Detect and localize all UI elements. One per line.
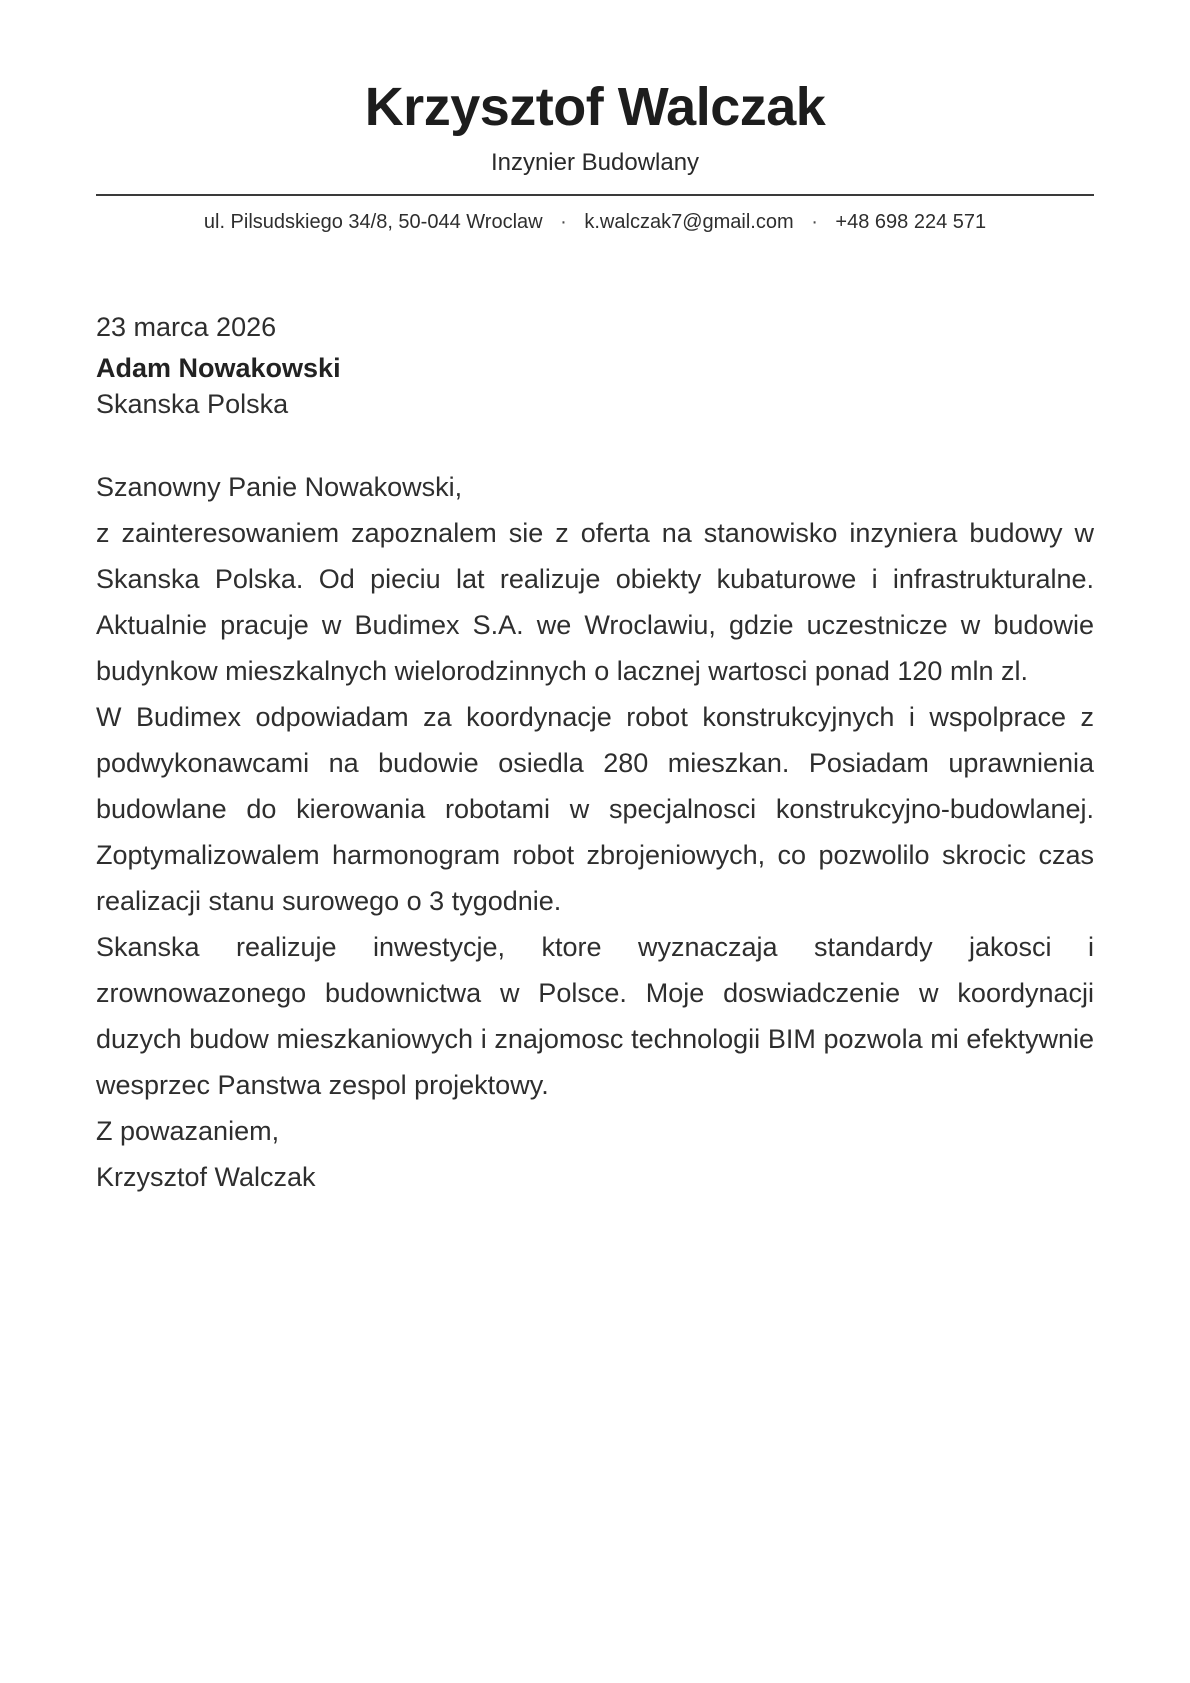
letter-header bbox=[96, 76, 1094, 236]
applicant-job-title: Inzynier Budowlany bbox=[490, 149, 700, 177]
signature-name: Krzysztof Walczak bbox=[96, 1162, 316, 1193]
recipient-company: Skanska Polska bbox=[96, 389, 289, 420]
body-paragraph-1: z zainteresowaniem zapoznalem sie z oferta na stanowisko inzyniera budowy w Skanska Polska. Od pieciu lat realizuje obiekty kubaturowe i infrastrukturalne. Aktualnie pracuje w Budimex S.A. we Wroclawiu, gdzie uczestnicze w budowie budynkow mieszkalnych wielorodzinnych o lacznej wartosci ponad 120 mln zl. bbox=[96, 518, 1094, 687]
contact-email: k.walczak7@gmail.com bbox=[584, 211, 794, 234]
body-paragraph-3: Skanska realizuje inwestycje, ktore wyznaczaja standardy jakosci i zrownowazonego budownictwa w Polsce. Moje doswiadczenie w koordynacji duzych budow mieszkaniowych i znajomosc technologii BIM pozwola mi efektywnie wesprzec Panstwa zespol projektowy. bbox=[96, 932, 1094, 1101]
letter-body bbox=[96, 304, 1094, 1200]
contact-phone: +48 698 224 571 bbox=[835, 211, 987, 234]
recipient-block bbox=[96, 350, 1094, 422]
contact-separator-dot-icon: · bbox=[560, 211, 567, 234]
contact-separator-dot-icon: · bbox=[811, 211, 818, 234]
contact-line bbox=[96, 208, 1094, 236]
header-divider bbox=[96, 194, 1094, 196]
letter-date: 23 marca 2026 bbox=[96, 312, 277, 343]
contact-address: ul. Pilsudskiego 34/8, 50-044 Wroclaw bbox=[203, 211, 543, 234]
body-paragraph-2: W Budimex odpowiadam za koordynacje robot konstrukcyjnych i wspolprace z podwykonawcami na budowie osiedla 280 mieszkan. Posiadam uprawnienia budowlane do kierowania robotami w specjalnosci konstrukcyjno-budowlanej. Zoptymalizowalem harmonogram robot zbrojeniowych, co pozwolilo skrocic czas realizacji stanu surowego o 3 tygodnie. bbox=[96, 702, 1094, 917]
closing-phrase: Z powazaniem, bbox=[96, 1116, 280, 1147]
applicant-name: Krzysztof Walczak bbox=[364, 77, 826, 137]
recipient-name: Adam Nowakowski bbox=[96, 353, 341, 384]
salutation: Szanowny Panie Nowakowski, bbox=[96, 472, 463, 503]
